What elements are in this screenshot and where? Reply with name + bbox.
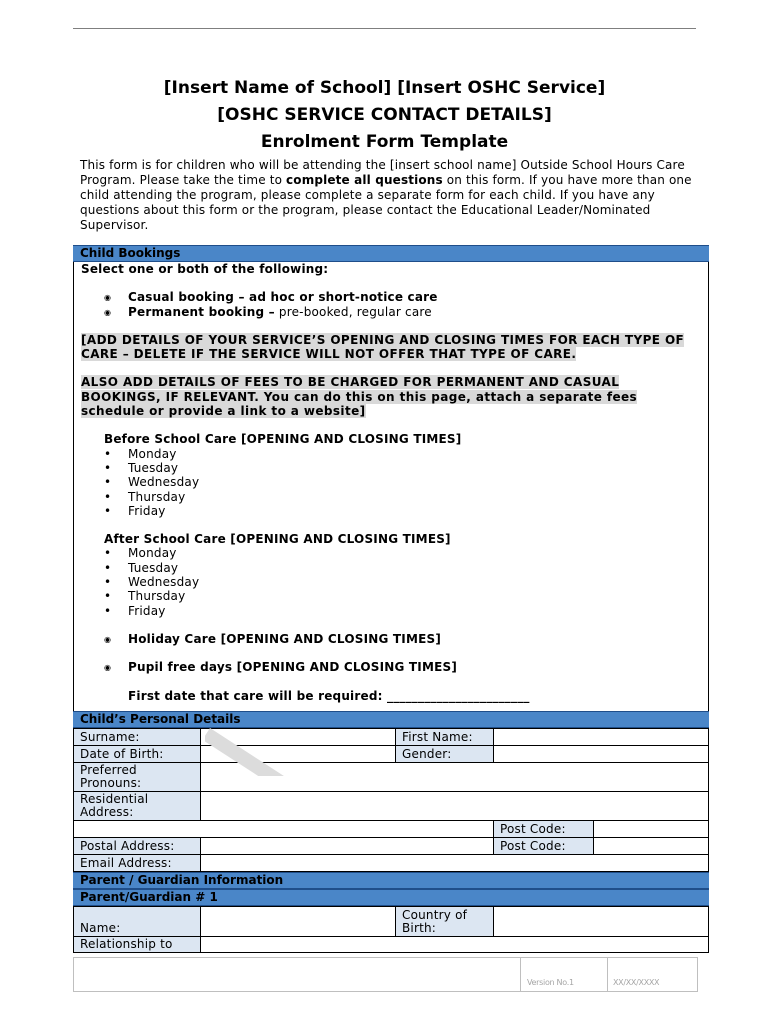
intro-text-1: This form is for children who will be attending the [insert school name] Outside School Hours Care Program. Please take the time to (80, 158, 685, 187)
postal-address-label: Postal Address: (74, 837, 201, 854)
before-day-wednesday[interactable]: • Wednesday (104, 475, 702, 489)
permanent-booking-option[interactable]: ◉ Permanent booking – pre-booked, regular care (104, 305, 702, 319)
before-school-heading: Before School Care [OPENING AND CLOSING TIMES] (104, 432, 462, 447)
parent-name-label: Name: (74, 906, 201, 936)
gender-input[interactable] (494, 745, 709, 762)
intro-text-bold: complete all questions (286, 173, 443, 187)
title-line-3: Enrolment Form Template (260, 132, 509, 152)
relationship-input[interactable] (201, 936, 709, 952)
after-school-days (81, 546, 702, 617)
post-code-input-1[interactable] (594, 820, 709, 837)
email-label: Email Address: (74, 854, 201, 871)
before-day-monday[interactable]: • Monday (104, 447, 702, 461)
section-child-bookings: Child Bookings (73, 245, 709, 262)
after-day-wednesday[interactable]: • Wednesday (104, 575, 702, 589)
section-parent-guardian: Parent / Guardian Information (73, 872, 709, 889)
pupil-free-list (81, 660, 702, 674)
first-name-label: First Name: (396, 728, 494, 745)
surname-label: Surname: (74, 728, 201, 745)
post-code-input-2[interactable] (594, 837, 709, 854)
holiday-care-option[interactable]: ◉ Holiday Care [OPENING AND CLOSING TIMES] (104, 632, 702, 646)
gender-label: Gender: (396, 745, 494, 762)
section-parent-guardian-1: Parent/Guardian # 1 (73, 889, 709, 906)
post-code-label-1: Post Code: (494, 820, 594, 837)
country-of-birth-label: Country of Birth: (396, 906, 494, 936)
enrolment-form (73, 245, 709, 953)
country-of-birth-input[interactable] (494, 906, 709, 936)
after-day-tuesday[interactable]: • Tuesday (104, 561, 702, 575)
page-title (73, 75, 696, 156)
bookings-instruction: Select one or both of the following: (81, 262, 329, 276)
holiday-care-list (81, 632, 702, 646)
section-personal-details: Child’s Personal Details (73, 711, 709, 728)
after-day-monday[interactable]: • Monday (104, 546, 702, 560)
pupil-free-option[interactable]: ◉ Pupil free days [OPENING AND CLOSING TIMES] (104, 660, 702, 674)
title-line-2: [OSHC SERVICE CONTACT DETAILS] (217, 105, 552, 125)
intro-paragraph (80, 158, 700, 233)
parent-details-table (73, 906, 709, 953)
intro-text-2: on this form. If you have more than one child attending the program, please complete a separate form for each child. If you have any questions about this form or the program, please contact the Educational Leader/Nominated Supervisor. (80, 173, 692, 232)
residential-address-label: Residential Address: (74, 791, 201, 820)
email-input[interactable] (201, 854, 709, 871)
residential-address-input[interactable] (201, 791, 709, 820)
post-code-label-2: Post Code: (494, 837, 594, 854)
title-line-1: [Insert Name of School] [Insert OSHC Service] (163, 78, 606, 98)
header-rule (73, 28, 696, 29)
child-bookings-body (73, 262, 709, 711)
before-day-tuesday[interactable]: • Tuesday (104, 461, 702, 475)
dob-label: Date of Birth: (74, 745, 201, 762)
first-name-input[interactable] (494, 728, 709, 745)
after-day-thursday[interactable]: • Thursday (104, 589, 702, 603)
before-school-days (81, 447, 702, 518)
booking-type-list (81, 290, 702, 319)
relationship-label: Relationship to (74, 936, 201, 952)
parent-name-input[interactable] (201, 906, 396, 936)
footer-date: XX/XX/XXXX (613, 978, 660, 987)
personal-details-table (73, 728, 709, 872)
fees-note: ALSO ADD DETAILS OF FEES TO BE CHARGED FOR PERMANENT AND CASUAL BOOKINGS, IF RELEVANT. You can do this on this page, attach a separate fees schedule or provide a link to a website] (81, 375, 638, 419)
after-school-heading: After School Care [OPENING AND CLOSING TIMES] (104, 532, 451, 547)
before-day-friday[interactable]: • Friday (104, 504, 702, 518)
service-times-note: [ADD DETAILS OF YOUR SERVICE’S OPENING AND CLOSING TIMES FOR EACH TYPE OF CARE – DELETE IF THE SERVICE WILL NOT OFFER THAT TYPE OF CARE. (81, 332, 685, 362)
casual-booking-option[interactable]: ◉ Casual booking – ad hoc or short-notice care (104, 290, 702, 304)
before-day-thursday[interactable]: • Thursday (104, 490, 702, 504)
residential-address-line2[interactable] (74, 820, 494, 837)
postal-address-input[interactable] (201, 837, 494, 854)
first-date-field[interactable]: First date that care will be required: _______________________ (128, 688, 530, 703)
draft-watermark (205, 720, 315, 776)
after-day-friday[interactable]: • Friday (104, 604, 702, 618)
footer-version: Version No.1 (527, 978, 574, 987)
page-footer (73, 957, 698, 992)
pronouns-label: Preferred Pronouns: (74, 762, 201, 791)
